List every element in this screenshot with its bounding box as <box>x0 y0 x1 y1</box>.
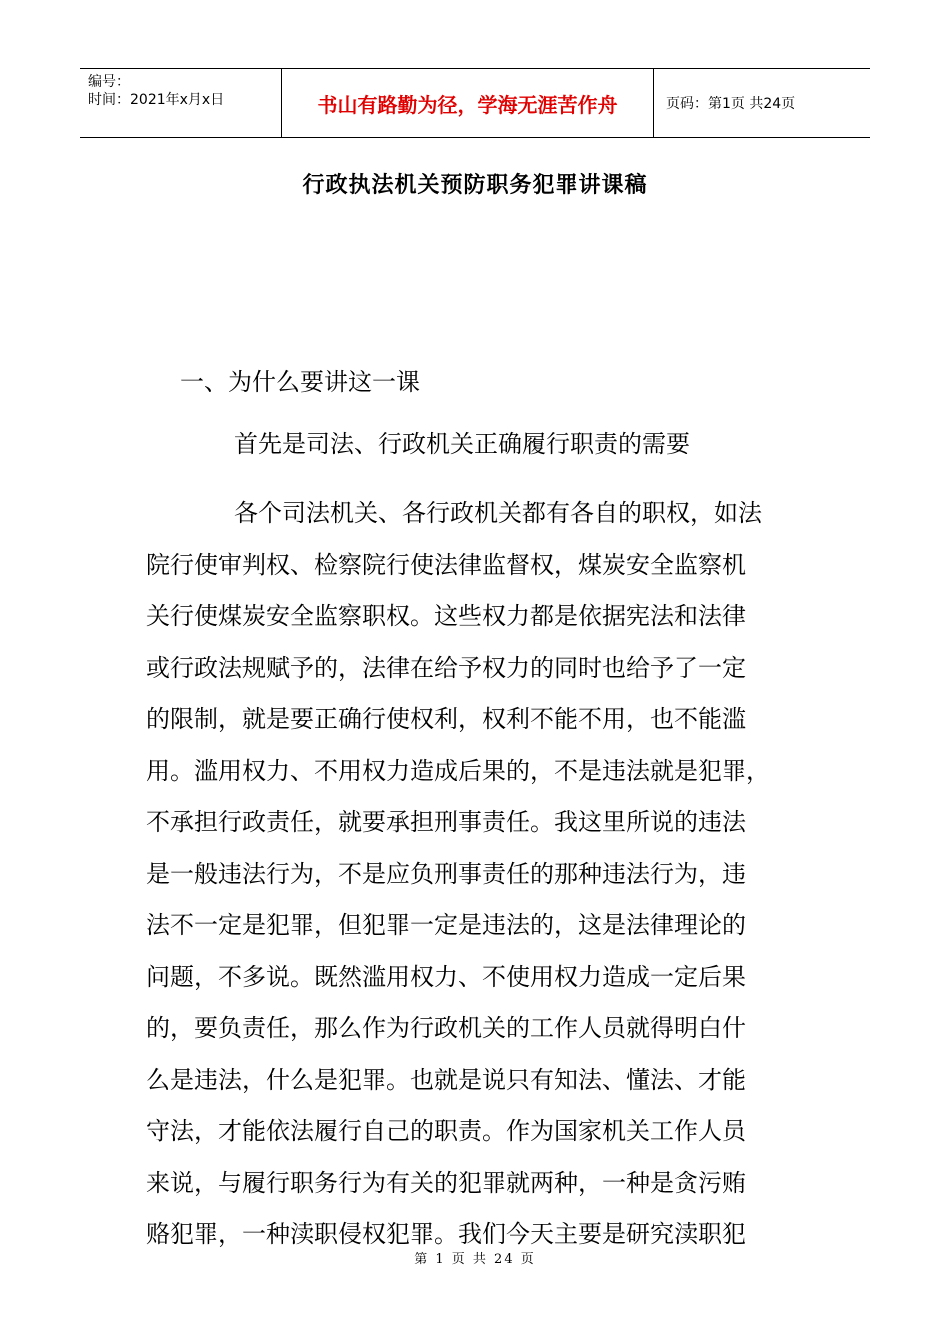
body-line: 守法，才能依法履行自己的职责。作为国家机关工作人员 <box>146 1117 746 1145</box>
body-line: 的，要负责任，那么作为行政机关的工作人员就得明白什 <box>146 1014 746 1042</box>
body-line: 来说，与履行职务行为有关的犯罪就两种，一种是贪污贿 <box>146 1168 746 1197</box>
body-line: 关行使煤炭安全监察职权。这些权力都是依据宪法和法律 <box>146 602 746 630</box>
header-page-code: 页码：第1页 共24页 <box>666 96 796 112</box>
body-paragraph <box>146 488 800 1261</box>
body-line: 院行使审判权、检察院行使法律监督权，煤炭安全监察机 <box>146 550 746 579</box>
body-line: 不承担行政责任，就要承担刑事责任。我这里所说的违法 <box>146 808 746 836</box>
body-line: 问题，不多说。既然滥用权力、不使用权力造成一定后果 <box>146 962 746 991</box>
document-header <box>80 68 870 138</box>
body-line: 么是违法，什么是犯罪。也就是说只有知法、懂法、才能 <box>146 1065 746 1094</box>
time-label: 时间：2021年x月x日 <box>88 92 225 108</box>
body-line: 各个司法机关、各行政机关都有各自的职权，如法 <box>234 499 762 527</box>
document-title: 行政执法机关预防职务犯罪讲课稿 <box>302 172 648 198</box>
body-line: 是一般违法行为，不是应负刑事责任的那种违法行为，违 <box>146 859 746 888</box>
body-line: 赂犯罪，一种渎职侵权犯罪。我们今天主要是研究渎职犯 <box>146 1220 746 1248</box>
body-line: 的限制，就是要正确行使权利，权利不能不用，也不能滥 <box>146 705 746 733</box>
body-line: 法不一定是犯罪，但犯罪一定是违法的，这是法律理论的 <box>146 911 746 939</box>
section-heading: 一、为什么要讲这一课 <box>180 368 420 396</box>
body-line: 或行政法规赋予的，法律在给予权力的同时也给予了一定 <box>146 653 746 682</box>
number-label: 编号： <box>88 74 130 90</box>
header-meta-cell <box>80 69 282 137</box>
header-motto: 书山有路勤为径，学海无涯苦作舟 <box>282 69 654 137</box>
sub-heading: 首先是司法、行政机关正确履行职责的需要 <box>234 430 690 458</box>
body-line: 用。滥用权力、不用权力造成后果的，不是违法就是犯罪， <box>146 756 770 785</box>
page-footer: 第 1 页 共 24 页 <box>414 1252 536 1267</box>
